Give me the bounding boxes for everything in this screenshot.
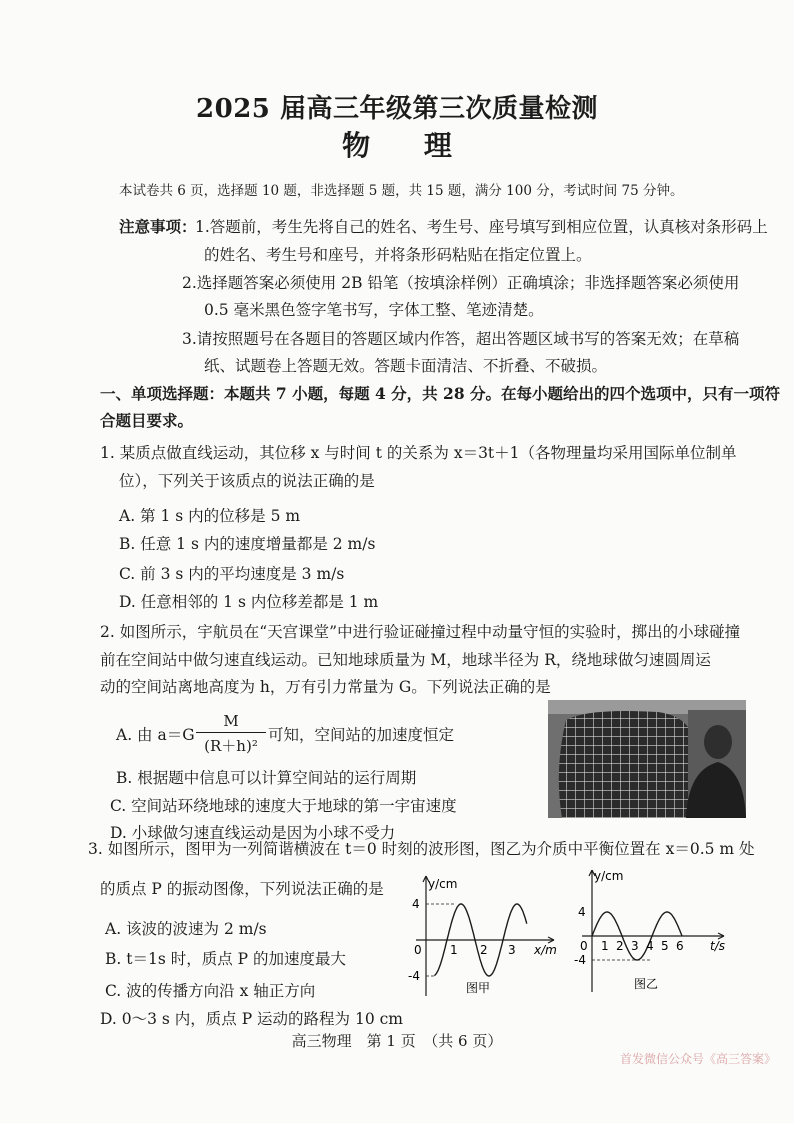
note-line-1: 1.答题前，考生先将自己的姓名、考生号、座号填写到相应位置，认真核对条形码上 — [195, 218, 768, 236]
y-tick-neg4: -4 — [408, 969, 420, 983]
q3-option-b: B. t＝1s 时，质点 P 的加速度最大 — [105, 950, 347, 968]
exam-title: 2025 届高三年级第三次质量检测 — [196, 94, 598, 124]
t-tick-4: 4 — [646, 939, 654, 953]
section-heading-cont: 合题目要求。 — [100, 411, 194, 430]
x-tick-3: 3 — [508, 943, 516, 957]
q3-stem-cont: 的质点 P 的振动图像，下列说法正确的是 — [100, 880, 384, 898]
y-tick-4: 4 — [412, 897, 420, 911]
q3-option-a: A. 该波的波速为 2 m/s — [105, 920, 267, 938]
note-line-4: 0.5 毫米黑色签字笔书写，字体工整、笔迹清楚。 — [204, 301, 544, 319]
t-tick-2: 2 — [616, 939, 624, 953]
space-station-photo — [548, 700, 746, 818]
subject-title: 物 理 — [342, 129, 474, 162]
x-axis-label: x/m — [534, 943, 557, 957]
y-axis-label: y/cm — [428, 877, 458, 891]
t-tick-3: 3 — [631, 939, 639, 953]
note-line-5: 3.请按照题号在各题目的答题区域内作答，超出答题区域书写的答案无效；在草稿 — [182, 330, 740, 348]
x-tick-2: 2 — [480, 943, 488, 957]
q2-option-a-prefix: A. 由 a＝G — [116, 726, 195, 744]
q2-stem: 2. 如图所示，宇航员在“天宫课堂”中进行验证碰撞过程中动量守恒的实验时，掷出的小球碰撞 — [100, 623, 741, 641]
vibration-graph-b — [570, 864, 730, 996]
x-tick-0: 0 — [414, 943, 422, 957]
t-axis-label: t/s — [710, 939, 725, 953]
exam-intro: 本试卷共 6 页，选择题 10 题，非选择题 5 题，共 15 题，满分 100 分，考试时间 75 分钟。 — [119, 183, 684, 199]
q1-option-d: D. 任意相邻的 1 s 内位移差都是 1 m — [119, 593, 379, 611]
y-axis-label: y/cm — [594, 869, 624, 883]
q2-stem-cont: 前在空间站中做匀速直线运动。已知地球质量为 M，地球半径为 R，绕地球做匀速圆周运 — [100, 651, 711, 669]
y-tick-neg4: -4 — [574, 953, 586, 967]
fraction-bar — [196, 732, 266, 733]
t-tick-0: 0 — [580, 939, 588, 953]
q1-option-b: B. 任意 1 s 内的速度增量都是 2 m/s — [119, 535, 376, 553]
q1-option-a: A. 第 1 s 内的位移是 5 m — [119, 507, 301, 525]
note-line-6: 纸、试题卷上答题无效。答题卡面清洁、不折叠、不破损。 — [204, 357, 608, 375]
t-tick-1: 1 — [601, 939, 609, 953]
watermark: 首发微信公众号《高三答案》 — [619, 1052, 776, 1066]
q2-option-d: D. 小球做匀速直线运动是因为小球不受力 — [110, 824, 396, 842]
q2-option-b: B. 根据题中信息可以计算空间站的运行周期 — [116, 769, 417, 787]
q3-stem: 3. 如图所示，图甲为一列简谐横波在 t＝0 时刻的波形图，图乙为介质中平衡位置在 x＝0.5 m 处 — [88, 840, 755, 858]
y-tick-4: 4 — [578, 905, 586, 919]
figure-caption-b: 图乙 — [634, 977, 659, 991]
q2-option-a-rest: 可知，空间站的加速度恒定 — [268, 726, 455, 744]
t-tick-5: 5 — [661, 939, 669, 953]
section-heading: 一、单项选择题：本题共 7 小题，每题 4 分，共 28 分。在每小题给出的四个选项中，只有一项符 — [100, 384, 781, 403]
note-line-2: 的姓名、考生号和座号，并将条形码粘贴在指定位置上。 — [204, 246, 592, 264]
t-tick-6: 6 — [676, 939, 684, 953]
q3-option-d: D. 0～3 s 内，质点 P 运动的路程为 10 cm — [100, 1010, 404, 1028]
wave-graph-a — [404, 868, 560, 1000]
q1-stem-cont: 位），下列关于该质点的说法正确的是 — [119, 472, 375, 490]
figure-caption-a: 图甲 — [466, 981, 491, 995]
q3-option-c: C. 波的传播方向沿 x 轴正方向 — [105, 982, 316, 1000]
q1-option-c: C. 前 3 s 内的平均速度是 3 m/s — [119, 565, 345, 583]
page-footer: 高三物理 第 1 页 （共 6 页） — [291, 1032, 503, 1050]
q1-stem: 1. 某质点做直线运动，其位移 x 与时间 t 的关系为 x＝3t＋1（各物理量均采用国际单位制单 — [100, 444, 737, 462]
q2-option-a-denominator: (R＋h)² — [204, 737, 258, 755]
q2-option-a-numerator: M — [223, 712, 239, 730]
x-tick-1: 1 — [450, 943, 458, 957]
notes-label: 注意事项： — [119, 217, 197, 236]
q2-stem-cont2: 动的空间站离地高度为 h，万有引力常量为 G。下列说法正确的是 — [100, 678, 551, 696]
note-line-3: 2.选择题答案必须使用 2B 铅笔（按填涂样例）正确填涂；非选择题答案必须使用 — [182, 274, 740, 292]
q2-option-c: C. 空间站环绕地球的速度大于地球的第一宇宙速度 — [110, 797, 457, 815]
